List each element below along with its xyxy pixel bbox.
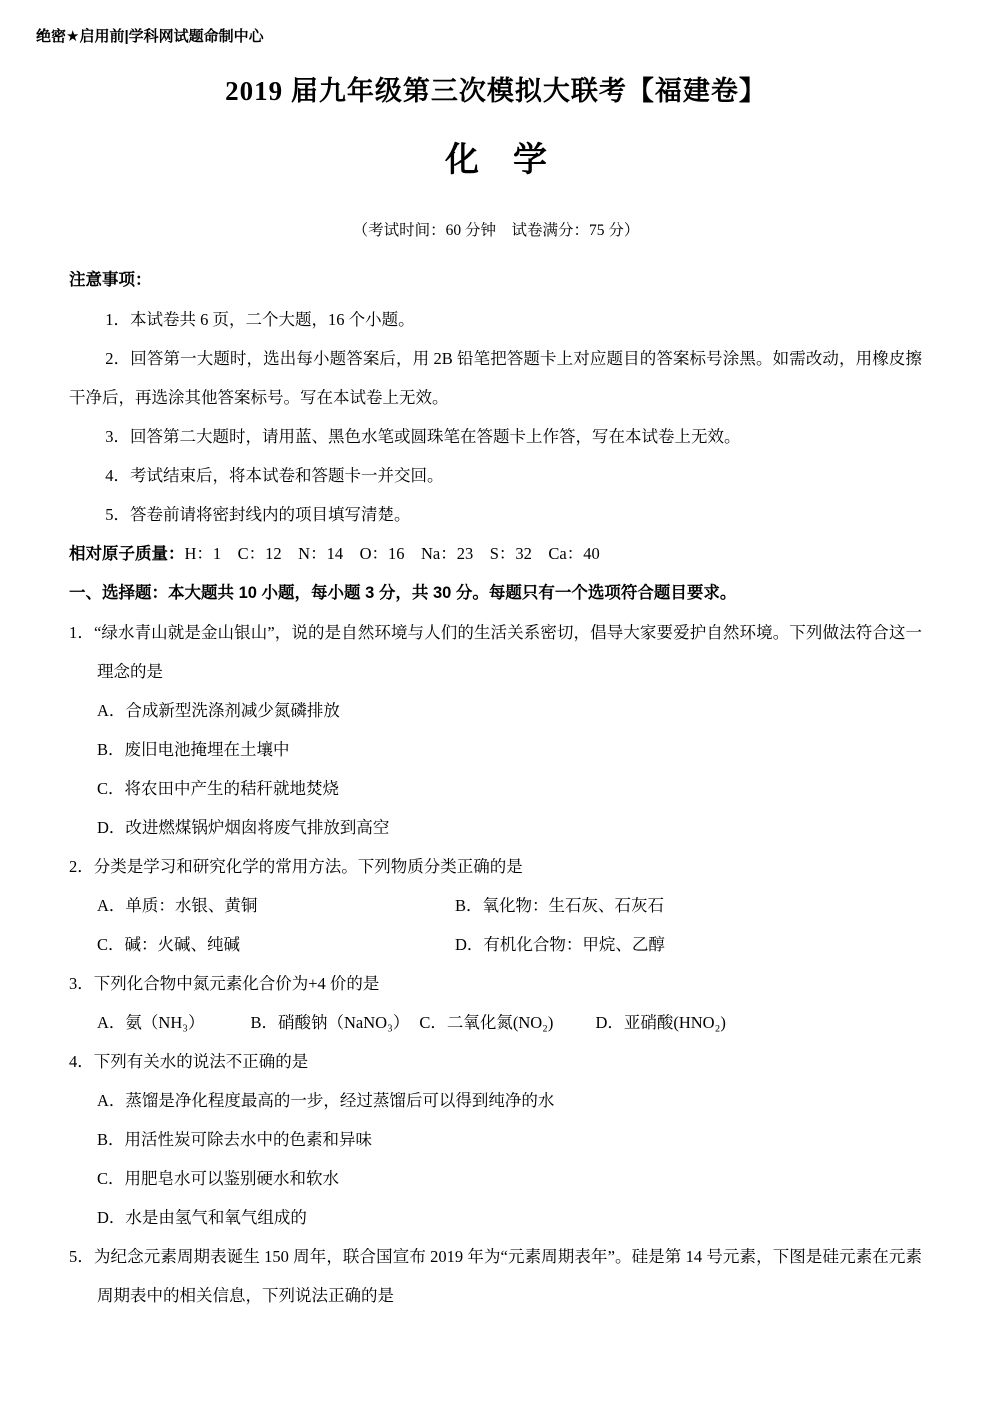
note-item-4: 4．考试结束后，将本试卷和答题卡一并交回。	[105, 466, 444, 485]
note-item-1: 1．本试卷共 6 页，二个大题，16 个小题。	[105, 310, 415, 329]
question-3-options	[69, 1003, 922, 1042]
question-2-stem: 2．分类是学习和研究化学的常用方法。下列物质分类正确的是	[69, 857, 523, 876]
note-item-3: 3．回答第二大题时，请用蓝、黑色水笔或圆珠笔在答题卡上作答，写在本试卷上无效。	[105, 427, 741, 446]
atomic-mass-values: H：1 C：12 N：14 O：16 Na：23 S：32 Ca：40	[184, 544, 600, 563]
note-item-5: 5．答卷前请将密封线内的项目填写清楚。	[105, 505, 411, 524]
question-4	[69, 1042, 922, 1237]
question-1-option-b: B．废旧电池掩埋在土壤中	[97, 740, 290, 759]
question-2	[69, 847, 922, 964]
question-1-option-c: C．将农田中产生的秸秆就地焚烧	[97, 779, 340, 798]
subject-title: 化 学	[445, 142, 547, 179]
question-4-option-c: C．用肥皂水可以鉴别硬水和软水	[97, 1169, 340, 1188]
section-heading-choice: 一、选择题：本大题共 10 小题，每小题 3 分，共 30 分。每题只有一个选项符合题目要求。	[69, 584, 737, 602]
question-4-stem: 4．下列有关水的说法不正确的是	[69, 1052, 309, 1071]
atomic-mass-line	[69, 534, 922, 574]
question-5	[69, 1237, 922, 1315]
question-1-number: 1．	[69, 623, 94, 642]
question-1	[69, 613, 922, 847]
question-2-option-b: B．氧化物：生石灰、石灰石	[455, 896, 665, 915]
question-1-option-d: D．改进燃煤锅炉烟囱将废气排放到高空	[97, 818, 390, 837]
question-5-number: 5．	[69, 1247, 94, 1266]
question-4-number: 4．	[69, 1052, 94, 1071]
atomic-mass-label: 相对原子质量：	[69, 545, 185, 563]
question-1-options	[69, 691, 922, 847]
exam-info: （考试时间：60 分钟 试卷满分：75 分）	[352, 222, 640, 239]
note-item-2: 2．回答第一大题时，选出每小题答案后，用 2B 铅笔把答题卡上对应题目的答案标号涂黑。如需改动，用橡皮擦干净后，再选涂其他答案标号。写在本试卷上无效。	[69, 349, 922, 407]
question-3-option-a: A．氨（NH₃）	[97, 1013, 205, 1032]
security-header: 绝密★启用前|学科网试题命制中心	[36, 28, 264, 45]
question-1-option-a: A．合成新型洗涤剂减少氮磷排放	[97, 701, 340, 720]
question-4-option-d: D．水是由氢气和氧气组成的	[97, 1208, 307, 1227]
question-1-stem: 1．“绿水青山就是金山银山”，说的是自然环境与人们的生活关系密切，倡导大家要爱护自然环境。下列做法符合这一理念的是	[69, 623, 922, 681]
question-5-stem: 5．为纪念元素周期表诞生 150 周年，联合国宣布 2019 年为“元素周期表年”。硅是第 14 号元素，下图是硅元素在元素周期表中的相关信息，下列说法正确的是	[69, 1247, 922, 1305]
question-4-option-b: B．用活性炭可除去水中的色素和异味	[97, 1130, 373, 1149]
question-3-stem: 3．下列化合物中氮元素化合价为+4 价的是	[69, 974, 380, 993]
question-4-options	[69, 1081, 922, 1237]
exam-content	[0, 261, 992, 1315]
question-2-number: 2．	[69, 857, 94, 876]
question-2-option-c: C．碱：火碱、纯碱	[97, 935, 241, 954]
question-3-option-b: B．硝酸钠（NaNO₃）	[250, 1013, 410, 1032]
notes-heading: 注意事项：	[69, 271, 152, 289]
question-3-option-c: C．二氧化氮(NO₂)	[419, 1013, 554, 1032]
question-3-number: 3．	[69, 974, 94, 993]
question-3-option-d: D．亚硝酸(HNO₂)	[595, 1013, 726, 1032]
question-2-options	[69, 886, 922, 964]
exam-title: 2019 届九年级第三次模拟大联考【福建卷】	[225, 76, 767, 106]
question-2-option-a: A．单质：水银、黄铜	[97, 896, 258, 915]
question-4-option-a: A．蒸馏是净化程度最高的一步，经过蒸馏后可以得到纯净的水	[97, 1091, 555, 1110]
question-2-option-d: D．有机化合物：甲烷、乙醇	[455, 935, 665, 954]
question-3	[69, 964, 922, 1042]
